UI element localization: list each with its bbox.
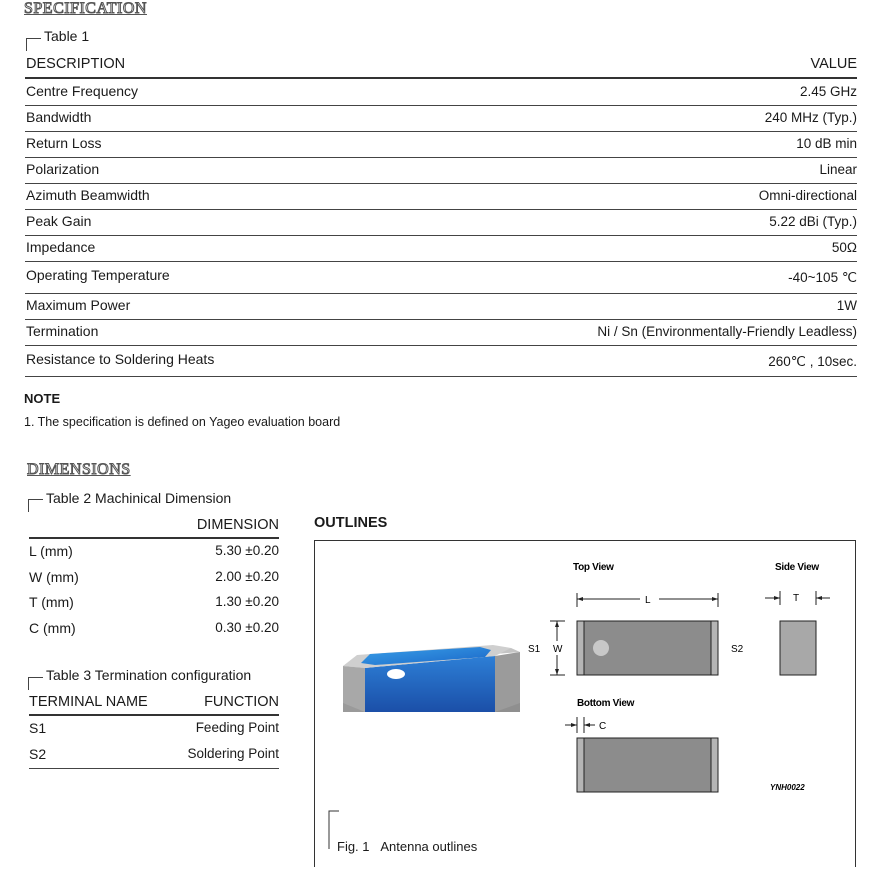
table1-caption: Table 1 bbox=[44, 28, 90, 44]
terminal-name: S1 bbox=[29, 720, 47, 736]
spec-description: Bandwidth bbox=[26, 109, 92, 125]
spec-row bbox=[25, 345, 857, 377]
spec-description: Azimuth Beamwidth bbox=[26, 187, 150, 203]
spec-row bbox=[25, 293, 857, 320]
spec-row bbox=[25, 183, 857, 210]
outline-figure bbox=[314, 540, 856, 867]
termination-row bbox=[29, 746, 279, 769]
antenna-drawing bbox=[315, 541, 855, 867]
figure-number: Fig. 1 bbox=[337, 839, 370, 854]
bottom-view-body bbox=[577, 738, 718, 792]
s2-label: S2 bbox=[731, 644, 744, 655]
table2-caption: Table 2 Machinical Dimension bbox=[46, 490, 232, 506]
spec-value: 1W bbox=[836, 298, 857, 313]
spec-value: 50Ω bbox=[831, 240, 857, 255]
terminal-function: Feeding Point bbox=[195, 720, 279, 735]
spec-description: Operating Temperature bbox=[26, 267, 170, 283]
table3-caption: Table 3 Termination configuration bbox=[46, 667, 252, 683]
note-text: 1. The specification is defined on Yageo evaluation board bbox=[24, 415, 341, 429]
spec-value: Omni-directional bbox=[758, 188, 857, 203]
spec-description: Polarization bbox=[26, 161, 100, 177]
note-heading: NOTE bbox=[24, 391, 61, 406]
dimension-name: T (mm) bbox=[29, 594, 74, 610]
figure-caption-text: Antenna outlines bbox=[380, 839, 478, 854]
dimension-name: L (mm) bbox=[29, 543, 73, 559]
dimensions-title: DIMENSIONS bbox=[27, 461, 131, 478]
spec-value: 260℃ , 10sec. bbox=[768, 354, 857, 369]
spec-value: 2.45 GHz bbox=[799, 84, 857, 99]
terminal-function: Soldering Point bbox=[187, 746, 279, 761]
spec-value: Ni / Sn (Environmentally-Friendly Leadless) bbox=[597, 324, 857, 339]
bottom-view-label: Bottom View bbox=[577, 698, 635, 709]
spec-row bbox=[25, 131, 857, 158]
value-header: VALUE bbox=[810, 56, 857, 72]
dimension-c-label: C bbox=[599, 721, 607, 732]
terminal-name-header: TERMINAL NAME bbox=[29, 694, 148, 710]
dimension-value: 5.30 ±0.20 bbox=[215, 543, 279, 558]
dimension-name: W (mm) bbox=[29, 569, 79, 585]
spec-header-row bbox=[25, 52, 857, 79]
top-view-label: Top View bbox=[573, 562, 614, 573]
spec-description: Peak Gain bbox=[26, 213, 92, 229]
spec-description: Impedance bbox=[26, 239, 96, 255]
s1-label: S1 bbox=[528, 644, 541, 655]
specification-title: SPECIFICATION bbox=[24, 0, 147, 17]
spec-value: 5.22 dBi (Typ.) bbox=[769, 214, 857, 229]
dimension-header: DIMENSION bbox=[196, 517, 279, 533]
function-header: FUNCTION bbox=[204, 694, 279, 710]
drawing-code: YNH0022 bbox=[770, 783, 805, 792]
side-view-label: Side View bbox=[775, 562, 819, 573]
spec-description: Centre Frequency bbox=[26, 83, 139, 99]
termination-row bbox=[29, 720, 279, 742]
table-bracket bbox=[28, 499, 43, 512]
terminal-name: S2 bbox=[29, 746, 47, 762]
table-bracket bbox=[26, 38, 41, 51]
spec-row bbox=[25, 79, 857, 106]
dimension-t-label: T bbox=[793, 593, 800, 604]
spec-row bbox=[25, 319, 857, 346]
spec-value: 240 MHz (Typ.) bbox=[764, 110, 857, 125]
dimension-w-label: W bbox=[553, 644, 563, 655]
figure-caption bbox=[337, 839, 477, 854]
side-view-body bbox=[780, 621, 816, 675]
chip-3d bbox=[343, 645, 520, 712]
termination-header-row bbox=[29, 692, 279, 716]
dimension-value: 0.30 ±0.20 bbox=[215, 620, 279, 635]
spec-row bbox=[25, 235, 857, 262]
table-bracket bbox=[28, 677, 43, 690]
dimension-value: 1.30 ±0.20 bbox=[215, 594, 279, 609]
spec-value: -40~105 ℃ bbox=[788, 270, 857, 285]
dimension-name: C (mm) bbox=[29, 620, 76, 636]
dimension-value: 2.00 ±0.20 bbox=[215, 569, 279, 584]
spec-description: Resistance to Soldering Heats bbox=[26, 351, 215, 367]
description-header: DESCRIPTION bbox=[26, 56, 126, 72]
dimension-header-row bbox=[29, 515, 279, 539]
spec-value: 10 dB min bbox=[796, 136, 857, 151]
spec-row bbox=[25, 157, 857, 184]
spec-description: Return Loss bbox=[26, 135, 102, 151]
dimension-l-label: L bbox=[645, 595, 651, 606]
spec-row bbox=[25, 261, 857, 294]
spec-row bbox=[25, 105, 857, 132]
spec-description: Maximum Power bbox=[26, 297, 131, 313]
spec-description: Termination bbox=[26, 323, 99, 339]
outlines-title: OUTLINES bbox=[314, 515, 388, 531]
spec-value: Linear bbox=[819, 162, 857, 177]
spec-row bbox=[25, 209, 857, 236]
